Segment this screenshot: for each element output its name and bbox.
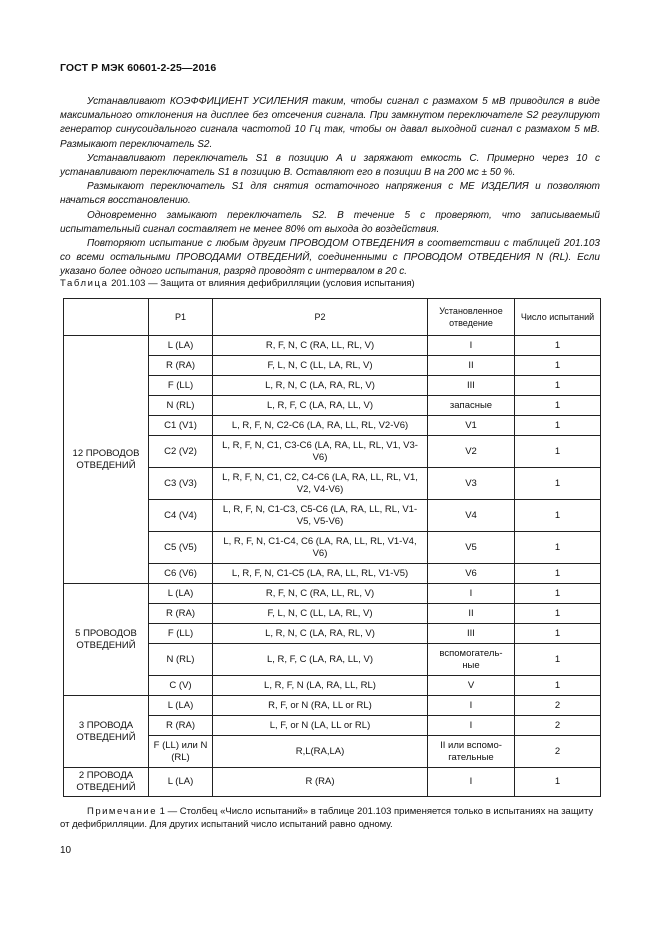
- lead-cell: запасные: [428, 396, 515, 416]
- p1-cell: C5 (V5): [149, 532, 213, 564]
- paragraph: Устанавливают переключатель S1 в позицию А и заряжают емкость С. Примерно через 10 с устанавливают переключатель S1 в позицию В. Оставляют его в позиции В на 200 мс ± 50 %.: [60, 152, 600, 179]
- p2-cell: L, R, F, C (LA, RA, LL, V): [213, 644, 428, 676]
- p1-cell: R (RA): [149, 716, 213, 736]
- table-row: [64, 696, 601, 716]
- p2-cell: L, R, N, C (LA, RA, RL, V): [213, 376, 428, 396]
- count-cell: 1: [515, 532, 601, 564]
- p1-cell: R (RA): [149, 356, 213, 376]
- p2-cell: L, R, F, N, C1-C5 (LA, RA, LL, RL, V1-V5): [213, 564, 428, 584]
- lead-cell: II: [428, 356, 515, 376]
- p2-cell: F, L, N, C (LL, LA, RL, V): [213, 356, 428, 376]
- lead-cell: V4: [428, 500, 515, 532]
- lead-cell: вспомогатель-ные: [428, 644, 515, 676]
- paragraph: Размыкают переключатель S1 для снятия остаточного напряжения с МЕ ИЗДЕЛИЯ и позволяют начаться восстановлению.: [60, 181, 600, 207]
- lead-cell: I: [428, 696, 515, 716]
- p2-cell: R (RA): [213, 768, 428, 797]
- header-p1: P1: [149, 299, 213, 336]
- lead-wire-group-cell: 5 ПРОВОДОВ ОТВЕДЕНИЙ: [64, 584, 149, 696]
- p2-cell: L, R, F, N (LA, RA, LL, RL): [213, 676, 428, 696]
- header-lead: Установленное отведение: [428, 299, 515, 336]
- table-caption: [60, 278, 415, 289]
- count-cell: 1: [515, 768, 601, 797]
- p1-cell: L (LA): [149, 584, 213, 604]
- p2-cell: R,L(RA,LA): [213, 736, 428, 768]
- p2-cell: L, R, F, C (LA, RA, LL, V): [213, 396, 428, 416]
- lead-cell: V6: [428, 564, 515, 584]
- count-cell: 1: [515, 376, 601, 396]
- p2-cell: F, L, N, C (LL, LA, RL, V): [213, 604, 428, 624]
- lead-cell: I: [428, 768, 515, 797]
- count-cell: 1: [515, 336, 601, 356]
- p2-cell: L, F, or N (LA, LL or RL): [213, 716, 428, 736]
- header-p2: P2: [213, 299, 428, 336]
- p2-cell: L, R, N, C (LA, RA, RL, V): [213, 624, 428, 644]
- lead-cell: V5: [428, 532, 515, 564]
- body-text: [60, 95, 600, 280]
- p1-cell: N (RL): [149, 396, 213, 416]
- count-cell: 1: [515, 604, 601, 624]
- note-text: 1 — Столбец «Число испытаний» в таблице 201.103 применяется только в испытаниях на защиту от дефибрилляции. Для других испытаний число испытаний равно одному.: [60, 806, 594, 830]
- p2-cell: L, R, F, N, C1-C3, C5-C6 (LA, RA, LL, RL, V1-V5, V5-V6): [213, 500, 428, 532]
- paragraph: Повторяют испытание с любым другим ПРОВОДОМ ОТВЕДЕНИЯ в соответствии с таблицей 201.103 со всеми остальными ПРОВОДАМИ ОТВЕДЕНИЙ, соединенными с ПРОВОДОМ ОТВЕДЕНИЯ N (RL). Если указано более одного испытания, разряд проводят с интервалом в 20 с.: [60, 238, 600, 278]
- table-caption-label: Таблица: [60, 278, 109, 289]
- count-cell: 2: [515, 716, 601, 736]
- p1-cell: L (LA): [149, 768, 213, 797]
- count-cell: 2: [515, 736, 601, 768]
- p1-cell: L (LA): [149, 696, 213, 716]
- page-number: 10: [60, 845, 72, 856]
- count-cell: 1: [515, 584, 601, 604]
- count-cell: 1: [515, 396, 601, 416]
- paragraph: Устанавливают КОЭФФИЦИЕНТ УСИЛЕНИЯ таким, чтобы сигнал с размахом 5 мВ приводился в виде максимального отклонения на дисплее без отсечения сигнала. При замкнутом переключателе S2 регулируют генератор синусоидального сигнала частотой 10 Гц так, чтобы он давал выходной сигнал с размахом 5 мВ. Размыкают переключатель S2.: [60, 96, 600, 150]
- count-cell: 1: [515, 644, 601, 676]
- count-cell: 1: [515, 356, 601, 376]
- count-cell: 2: [515, 696, 601, 716]
- p1-cell: C (V): [149, 676, 213, 696]
- p1-cell: F (LL): [149, 376, 213, 396]
- lead-cell: II или вспомо-гательные: [428, 736, 515, 768]
- table-body: [64, 336, 601, 797]
- p1-cell: N (RL): [149, 644, 213, 676]
- table-row: [64, 768, 601, 797]
- lead-cell: I: [428, 336, 515, 356]
- lead-cell: V2: [428, 436, 515, 468]
- page-header: ГОСТ Р МЭК 60601-2-25—2016: [60, 62, 217, 74]
- lead-cell: V1: [428, 416, 515, 436]
- lead-cell: III: [428, 376, 515, 396]
- p2-cell: L, R, F, N, C1-C4, C6 (LA, RA, LL, RL, V1-V4, V6): [213, 532, 428, 564]
- table-header-row: [64, 299, 601, 336]
- lead-wire-group-cell: 12 ПРОВОДОВ ОТВЕДЕНИЙ: [64, 336, 149, 584]
- p2-cell: L, R, F, N, C2-C6 (LA, RA, LL, RL, V2-V6): [213, 416, 428, 436]
- table-caption-text: 201.103 — Защита от влияния дефибрилляции (условия испытания): [111, 278, 415, 289]
- p1-cell: F (LL): [149, 624, 213, 644]
- table-note: [60, 805, 600, 831]
- p2-cell: R, F, or N (RA, LL or RL): [213, 696, 428, 716]
- defibrillation-test-table: [63, 298, 601, 797]
- p1-cell: C6 (V6): [149, 564, 213, 584]
- lead-wire-group-cell: 2 ПРОВОДА ОТВЕДЕНИЙ: [64, 768, 149, 797]
- p1-cell: F (LL) или N (RL): [149, 736, 213, 768]
- p1-cell: C2 (V2): [149, 436, 213, 468]
- lead-cell: I: [428, 584, 515, 604]
- p2-cell: R, F, N, C (RA, LL, RL, V): [213, 336, 428, 356]
- header-group: [64, 299, 149, 336]
- lead-cell: II: [428, 604, 515, 624]
- count-cell: 1: [515, 676, 601, 696]
- lead-cell: I: [428, 716, 515, 736]
- lead-wire-group-cell: 3 ПРОВОДА ОТВЕДЕНИЙ: [64, 696, 149, 768]
- p1-cell: C3 (V3): [149, 468, 213, 500]
- table-row: [64, 336, 601, 356]
- note-label: Примечание: [87, 806, 157, 817]
- count-cell: 1: [515, 500, 601, 532]
- lead-cell: III: [428, 624, 515, 644]
- header-count: Число испытаний: [515, 299, 601, 336]
- count-cell: 1: [515, 416, 601, 436]
- p1-cell: L (LA): [149, 336, 213, 356]
- lead-cell: V3: [428, 468, 515, 500]
- p1-cell: C4 (V4): [149, 500, 213, 532]
- count-cell: 1: [515, 436, 601, 468]
- paragraph: Одновременно замыкают переключатель S2. В течение 5 с проверяют, что записываемый испытательный сигнал составляет не менее 80% от выхода до воздействия.: [60, 209, 600, 235]
- lead-cell: V: [428, 676, 515, 696]
- p2-cell: R, F, N, C (RA, LL, RL, V): [213, 584, 428, 604]
- count-cell: 1: [515, 468, 601, 500]
- p1-cell: C1 (V1): [149, 416, 213, 436]
- p2-cell: L, R, F, N, C1, C2, C4-C6 (LA, RA, LL, RL, V1, V2, V4-V6): [213, 468, 428, 500]
- p2-cell: L, R, F, N, C1, C3-C6 (LA, RA, LL, RL, V1, V3-V6): [213, 436, 428, 468]
- count-cell: 1: [515, 564, 601, 584]
- count-cell: 1: [515, 624, 601, 644]
- table-row: [64, 584, 601, 604]
- p1-cell: R (RA): [149, 604, 213, 624]
